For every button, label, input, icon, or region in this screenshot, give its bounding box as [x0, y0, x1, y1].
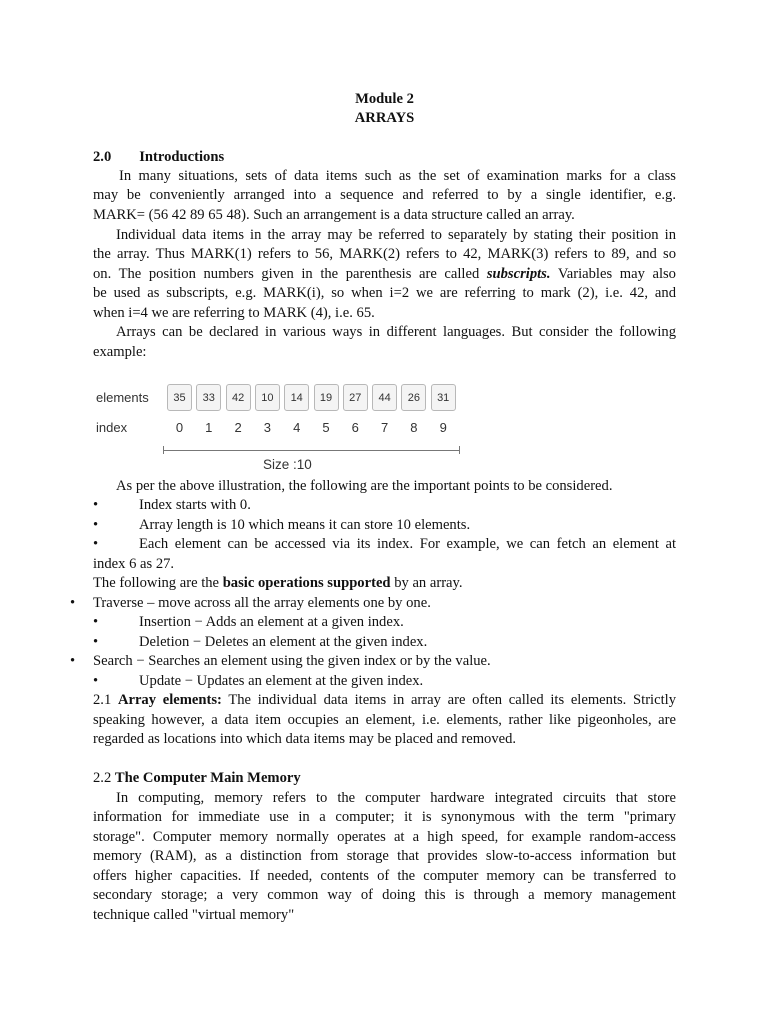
section-number: 2.2 [93, 770, 115, 786]
page-title: ARRAYS [354, 110, 415, 126]
array-index: 9 [439, 420, 447, 435]
paragraph-line: In computing, memory refers to the computer hardware integrated circuits that store [116, 790, 676, 806]
array-cell: 19 [314, 384, 339, 411]
array-index: 5 [322, 420, 330, 435]
section-2-1-line [93, 691, 676, 711]
bullet-icon: • [93, 673, 99, 689]
bullet-icon: • [93, 536, 99, 552]
array-index: 6 [351, 420, 359, 435]
array-index: 4 [293, 420, 301, 435]
paragraph-line: secondary storage; a very common way of doing this is through a memory management [93, 887, 676, 903]
section-number: 2.0 [93, 149, 112, 165]
text-run: Variables may also [550, 266, 676, 282]
paragraph-line: speaking however, a data item occupies an element, i.e. elements, rather like pigeonholes, are [93, 712, 676, 728]
list-item-continuation: index 6 as 27. [93, 556, 175, 572]
points-intro: As per the above illustration, the following are the important points to be considered. [116, 478, 613, 494]
text-run: on. The position numbers given in the parenthesis are called [93, 266, 487, 282]
paragraph-line: the array. Thus MARK(1) refers to 56, MARK(2) refers to 42, MARK(3) refers to 89, and so [93, 246, 676, 262]
section-heading-2-0 [93, 148, 676, 168]
section-title: Introductions [139, 149, 225, 165]
elements-label: elements [96, 390, 149, 405]
bullet-icon: • [93, 497, 99, 513]
paragraph-line: memory (RAM), as a distinction from storage that provides slow-to-access information but [93, 848, 676, 864]
array-cell: 10 [255, 384, 280, 411]
index-label: index [96, 420, 128, 435]
paragraph-line: when i=4 we are referring to MARK (4), i.e. 65. [93, 305, 375, 321]
array-cell: 27 [343, 384, 368, 411]
bullet-icon: • [93, 517, 99, 533]
operations-intro [93, 574, 676, 594]
text-run: by an array. [390, 575, 463, 591]
paragraph-line: offers higher capacities. If needed, contents of the computer memory can be transferred to [93, 868, 676, 884]
section-number: 2.1 [93, 692, 118, 708]
module-label: Module 2 [355, 91, 414, 107]
array-cell: 26 [401, 384, 426, 411]
paragraph-line: technique called "virtual memory" [93, 907, 295, 923]
paragraph-line: Individual data items in the array may be referred to separately by stating their position in [116, 227, 676, 243]
list-item-text: Deletion − Deletes an element at the given index. [139, 634, 428, 650]
array-cell: 14 [284, 384, 309, 411]
array-index: 7 [380, 420, 389, 435]
array-index: 2 [234, 420, 242, 435]
array-cell: 42 [226, 384, 251, 411]
list-item-text: Insertion − Adds an element at a given index. [139, 614, 404, 630]
list-item-text: Update − Updates an element at the given index. [139, 673, 424, 689]
bold-term: basic operations supported [222, 575, 391, 591]
section-heading-2-2 [93, 769, 676, 789]
bullet-icon: • [70, 595, 76, 611]
array-cell: 35 [167, 384, 192, 411]
paragraph-line [93, 265, 676, 285]
section-title: The Computer Main Memory [114, 770, 301, 786]
array-index: 0 [175, 420, 184, 435]
subscripts-term: subscripts. [486, 266, 551, 282]
paragraph-line: regarded as locations into which data items may be placed and removed. [93, 731, 517, 747]
array-index: 8 [410, 420, 418, 435]
paragraph-line: example: [93, 344, 147, 360]
dimension-tick [163, 446, 164, 454]
bullet-icon: • [93, 634, 99, 650]
dimension-tick [459, 446, 460, 454]
paragraph-line: may be conveniently arranged into a sequence and referred to by a single identifier, e.g. [93, 187, 676, 203]
text-run: The following are the [93, 575, 223, 591]
paragraph-line: storage". Computer memory normally operates at a high speed, for example random-access [93, 829, 676, 845]
array-index: 1 [205, 420, 213, 435]
paragraph-line: In many situations, sets of data items such as the set of examination marks for a class [119, 168, 676, 184]
bullet-icon: • [70, 653, 76, 669]
list-item-text: Each element can be accessed via its index. For example, we can fetch an element at [139, 536, 676, 552]
list-item-text: Index starts with 0. [139, 497, 251, 513]
size-dimension-line [163, 450, 459, 451]
list-item-text: Search − Searches an element using the given index or by the value. [93, 653, 491, 669]
list-item-text: Traverse – move across all the array elements one by one. [93, 595, 431, 611]
section-title: Array elements: [117, 692, 222, 708]
list-item-text: Array length is 10 which means it can store 10 elements. [139, 517, 471, 533]
array-cell: 31 [431, 384, 456, 411]
array-cell: 33 [196, 384, 221, 411]
paragraph-line: MARK= (56 42 89 65 48). Such an arrangement is a data structure called an array. [93, 207, 575, 223]
paragraph-line: information for immediate use in a computer; it is synonymous with the term "primary [93, 809, 676, 825]
array-illustration [93, 380, 473, 480]
size-label: Size :10 [263, 457, 312, 472]
bullet-icon: • [93, 614, 99, 630]
array-index: 3 [263, 420, 271, 435]
paragraph-line: Arrays can be declared in various ways in different languages. But consider the following [116, 324, 676, 340]
array-cell: 44 [372, 384, 397, 411]
text-run: The individual data items in array are often called its elements. Strictly [221, 692, 676, 708]
paragraph-line: be used as subscripts, e.g. MARK(i), so when i=2 we are referring to mark (2), i.e. 42, and [93, 285, 676, 301]
